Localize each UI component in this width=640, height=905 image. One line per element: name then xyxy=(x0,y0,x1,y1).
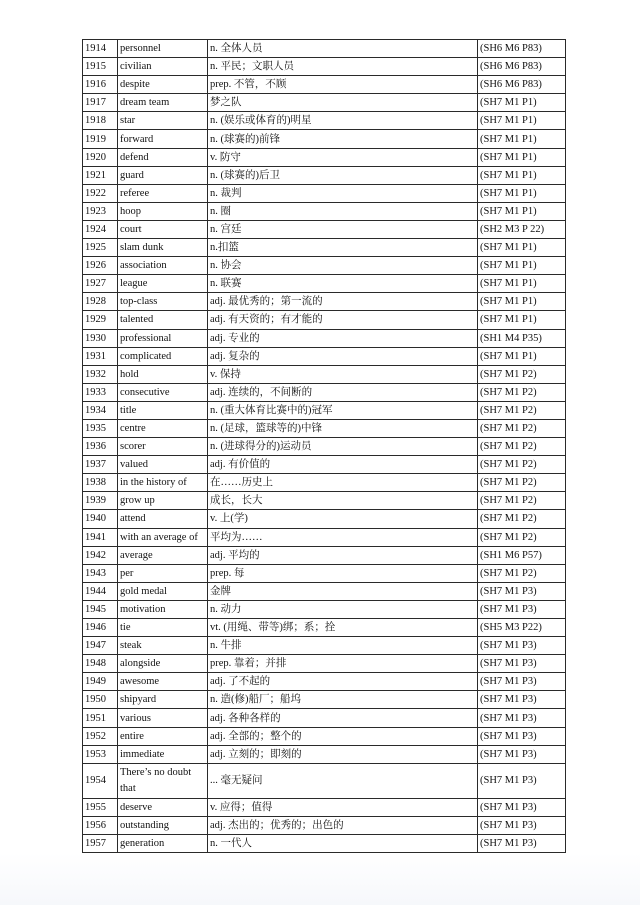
reference-cell: (SH7 M1 P2) xyxy=(478,528,566,546)
word-cell: forward xyxy=(118,130,208,148)
meaning-cell: n. (娱乐或体育的)明星 xyxy=(208,112,478,130)
entry-number-cell: 1916 xyxy=(83,76,118,94)
entry-number-cell: 1935 xyxy=(83,419,118,437)
meaning-cell: adj. 有天资的；有才能的 xyxy=(208,311,478,329)
table-row xyxy=(83,112,566,130)
word-cell: tie xyxy=(118,619,208,637)
entry-number-cell: 1923 xyxy=(83,202,118,220)
reference-cell: (SH2 M3 P 22) xyxy=(478,220,566,238)
reference-cell: (SH1 M6 P57) xyxy=(478,546,566,564)
table-row xyxy=(83,798,566,816)
table-row xyxy=(83,329,566,347)
meaning-cell: n. (足球，篮球等的)中锋 xyxy=(208,419,478,437)
table-row xyxy=(83,582,566,600)
reference-cell: (SH7 M1 P3) xyxy=(478,727,566,745)
entry-number-cell: 1955 xyxy=(83,798,118,816)
meaning-cell: n. (球赛的)前锋 xyxy=(208,130,478,148)
reference-cell: (SH7 M1 P1) xyxy=(478,239,566,257)
table-row xyxy=(83,347,566,365)
vocabulary-table xyxy=(82,39,566,853)
entry-number-cell: 1957 xyxy=(83,834,118,852)
meaning-cell: adj. 连续的，不间断的 xyxy=(208,383,478,401)
entry-number-cell: 1915 xyxy=(83,58,118,76)
word-cell: hold xyxy=(118,365,208,383)
reference-cell: (SH7 M1 P2) xyxy=(478,401,566,419)
entry-number-cell: 1930 xyxy=(83,329,118,347)
reference-cell: (SH7 M1 P2) xyxy=(478,474,566,492)
word-cell: There’s no doubt that xyxy=(118,763,208,798)
word-cell: slam dunk xyxy=(118,239,208,257)
word-cell: top-class xyxy=(118,293,208,311)
table-row xyxy=(83,546,566,564)
reference-cell: (SH6 M6 P83) xyxy=(478,58,566,76)
table-row xyxy=(83,438,566,456)
table-row xyxy=(83,727,566,745)
reference-cell: (SH5 M3 P22) xyxy=(478,619,566,637)
entry-number-cell: 1941 xyxy=(83,528,118,546)
table-row xyxy=(83,691,566,709)
word-cell: shipyard xyxy=(118,691,208,709)
word-cell: motivation xyxy=(118,600,208,618)
reference-cell: (SH7 M1 P3) xyxy=(478,834,566,852)
reference-cell: (SH7 M1 P3) xyxy=(478,637,566,655)
entry-number-cell: 1932 xyxy=(83,365,118,383)
entry-number-cell: 1953 xyxy=(83,745,118,763)
entry-number-cell: 1952 xyxy=(83,727,118,745)
word-cell: in the history of xyxy=(118,474,208,492)
reference-cell: (SH6 M6 P83) xyxy=(478,40,566,58)
table-row xyxy=(83,673,566,691)
meaning-cell: adj. 立刻的；即刻的 xyxy=(208,745,478,763)
reference-cell: (SH7 M1 P3) xyxy=(478,763,566,798)
table-row xyxy=(83,474,566,492)
word-cell: valued xyxy=(118,456,208,474)
meaning-cell: n. 协会 xyxy=(208,257,478,275)
table-row xyxy=(83,184,566,202)
table-row xyxy=(83,401,566,419)
meaning-cell: adj. 平均的 xyxy=(208,546,478,564)
reference-cell: (SH7 M1 P1) xyxy=(478,148,566,166)
meaning-cell: vt. (用绳、带等)绑；系；拴 xyxy=(208,619,478,637)
reference-cell: (SH7 M1 P2) xyxy=(478,510,566,528)
meaning-cell: ... 毫无疑问 xyxy=(208,763,478,798)
meaning-cell: n. 一代人 xyxy=(208,834,478,852)
entry-number-cell: 1940 xyxy=(83,510,118,528)
entry-number-cell: 1926 xyxy=(83,257,118,275)
table-row xyxy=(83,528,566,546)
reference-cell: (SH7 M1 P2) xyxy=(478,438,566,456)
table-row xyxy=(83,419,566,437)
table-row xyxy=(83,166,566,184)
word-cell: entire xyxy=(118,727,208,745)
reference-cell: (SH7 M1 P1) xyxy=(478,166,566,184)
table-row xyxy=(83,275,566,293)
meaning-cell: prep. 每 xyxy=(208,564,478,582)
table-row xyxy=(83,619,566,637)
table-row xyxy=(83,510,566,528)
table-row xyxy=(83,637,566,655)
entry-number-cell: 1950 xyxy=(83,691,118,709)
reference-cell: (SH7 M1 P1) xyxy=(478,112,566,130)
reference-cell: (SH7 M1 P2) xyxy=(478,383,566,401)
reference-cell: (SH6 M6 P83) xyxy=(478,76,566,94)
reference-cell: (SH7 M1 P3) xyxy=(478,691,566,709)
entry-number-cell: 1939 xyxy=(83,492,118,510)
entry-number-cell: 1922 xyxy=(83,184,118,202)
entry-number-cell: 1938 xyxy=(83,474,118,492)
word-cell: deserve xyxy=(118,798,208,816)
entry-number-cell: 1949 xyxy=(83,673,118,691)
entry-number-cell: 1942 xyxy=(83,546,118,564)
table-row xyxy=(83,58,566,76)
entry-number-cell: 1943 xyxy=(83,564,118,582)
entry-number-cell: 1920 xyxy=(83,148,118,166)
reference-cell: (SH7 M1 P2) xyxy=(478,456,566,474)
entry-number-cell: 1956 xyxy=(83,816,118,834)
meaning-cell: n. (重大体育比赛中的)冠军 xyxy=(208,401,478,419)
table-row xyxy=(83,94,566,112)
reference-cell: (SH7 M1 P3) xyxy=(478,816,566,834)
word-cell: complicated xyxy=(118,347,208,365)
table-row xyxy=(83,40,566,58)
vocabulary-page xyxy=(82,39,566,853)
meaning-cell: n. (进球得分的)运动员 xyxy=(208,438,478,456)
meaning-cell: n. 平民；文职人员 xyxy=(208,58,478,76)
entry-number-cell: 1931 xyxy=(83,347,118,365)
table-row xyxy=(83,763,566,798)
word-cell: despite xyxy=(118,76,208,94)
word-cell: steak xyxy=(118,637,208,655)
entry-number-cell: 1928 xyxy=(83,293,118,311)
meaning-cell: v. 保持 xyxy=(208,365,478,383)
table-row xyxy=(83,130,566,148)
table-row xyxy=(83,220,566,238)
reference-cell: (SH7 M1 P1) xyxy=(478,257,566,275)
meaning-cell: adj. 最优秀的；第一流的 xyxy=(208,293,478,311)
meaning-cell: 金牌 xyxy=(208,582,478,600)
reference-cell: (SH7 M1 P2) xyxy=(478,492,566,510)
word-cell: awesome xyxy=(118,673,208,691)
meaning-cell: prep. 不管，不顾 xyxy=(208,76,478,94)
meaning-cell: n. 联赛 xyxy=(208,275,478,293)
table-row xyxy=(83,492,566,510)
reference-cell: (SH7 M1 P3) xyxy=(478,798,566,816)
reference-cell: (SH7 M1 P3) xyxy=(478,709,566,727)
word-cell: average xyxy=(118,546,208,564)
table-row xyxy=(83,311,566,329)
word-cell: referee xyxy=(118,184,208,202)
reference-cell: (SH7 M1 P3) xyxy=(478,600,566,618)
meaning-cell: adj. 复杂的 xyxy=(208,347,478,365)
word-cell: grow up xyxy=(118,492,208,510)
entry-number-cell: 1921 xyxy=(83,166,118,184)
table-row xyxy=(83,745,566,763)
meaning-cell: adj. 专业的 xyxy=(208,329,478,347)
reference-cell: (SH7 M1 P1) xyxy=(478,275,566,293)
word-cell: dream team xyxy=(118,94,208,112)
entry-number-cell: 1917 xyxy=(83,94,118,112)
entry-number-cell: 1944 xyxy=(83,582,118,600)
entry-number-cell: 1954 xyxy=(83,763,118,798)
table-row xyxy=(83,383,566,401)
reference-cell: (SH7 M1 P1) xyxy=(478,130,566,148)
reference-cell: (SH7 M1 P1) xyxy=(478,293,566,311)
reference-cell: (SH7 M1 P3) xyxy=(478,745,566,763)
word-cell: hoop xyxy=(118,202,208,220)
reference-cell: (SH7 M1 P1) xyxy=(478,94,566,112)
meaning-cell: n. 全体人员 xyxy=(208,40,478,58)
word-cell: generation xyxy=(118,834,208,852)
word-cell: civilian xyxy=(118,58,208,76)
entry-number-cell: 1946 xyxy=(83,619,118,637)
table-row xyxy=(83,816,566,834)
word-cell: star xyxy=(118,112,208,130)
word-cell: title xyxy=(118,401,208,419)
vocabulary-table-body xyxy=(83,40,566,853)
reference-cell: (SH7 M1 P3) xyxy=(478,655,566,673)
entry-number-cell: 1951 xyxy=(83,709,118,727)
entry-number-cell: 1936 xyxy=(83,438,118,456)
reference-cell: (SH7 M1 P2) xyxy=(478,564,566,582)
table-row xyxy=(83,456,566,474)
entry-number-cell: 1914 xyxy=(83,40,118,58)
reference-cell: (SH7 M1 P2) xyxy=(478,365,566,383)
table-row xyxy=(83,202,566,220)
table-row xyxy=(83,239,566,257)
entry-number-cell: 1918 xyxy=(83,112,118,130)
meaning-cell: v. 防守 xyxy=(208,148,478,166)
reference-cell: (SH7 M1 P2) xyxy=(478,419,566,437)
reference-cell: (SH1 M4 P35) xyxy=(478,329,566,347)
word-cell: outstanding xyxy=(118,816,208,834)
meaning-cell: prep. 靠着；并排 xyxy=(208,655,478,673)
meaning-cell: 在……历史上 xyxy=(208,474,478,492)
word-cell: immediate xyxy=(118,745,208,763)
entry-number-cell: 1929 xyxy=(83,311,118,329)
meaning-cell: n. 造(修)船厂；船坞 xyxy=(208,691,478,709)
meaning-cell: adj. 各种各样的 xyxy=(208,709,478,727)
table-row xyxy=(83,709,566,727)
word-cell: centre xyxy=(118,419,208,437)
meaning-cell: adj. 全部的；整个的 xyxy=(208,727,478,745)
word-cell: talented xyxy=(118,311,208,329)
entry-number-cell: 1937 xyxy=(83,456,118,474)
entry-number-cell: 1919 xyxy=(83,130,118,148)
page-bottom-margin xyxy=(0,853,640,905)
meaning-cell: 平均为…… xyxy=(208,528,478,546)
meaning-cell: 成长，长大 xyxy=(208,492,478,510)
reference-cell: (SH7 M1 P1) xyxy=(478,311,566,329)
word-cell: alongside xyxy=(118,655,208,673)
word-cell: personnel xyxy=(118,40,208,58)
meaning-cell: n. (球赛的)后卫 xyxy=(208,166,478,184)
meaning-cell: adj. 有价值的 xyxy=(208,456,478,474)
entry-number-cell: 1947 xyxy=(83,637,118,655)
meaning-cell: v. 上(学) xyxy=(208,510,478,528)
table-row xyxy=(83,365,566,383)
meaning-cell: n. 宫廷 xyxy=(208,220,478,238)
meaning-cell: adj. 杰出的；优秀的；出色的 xyxy=(208,816,478,834)
reference-cell: (SH7 M1 P1) xyxy=(478,347,566,365)
word-cell: defend xyxy=(118,148,208,166)
entry-number-cell: 1924 xyxy=(83,220,118,238)
reference-cell: (SH7 M1 P3) xyxy=(478,673,566,691)
table-row xyxy=(83,655,566,673)
meaning-cell: n. 圈 xyxy=(208,202,478,220)
entry-number-cell: 1934 xyxy=(83,401,118,419)
word-cell: court xyxy=(118,220,208,238)
entry-number-cell: 1927 xyxy=(83,275,118,293)
table-row xyxy=(83,148,566,166)
word-cell: various xyxy=(118,709,208,727)
word-cell: league xyxy=(118,275,208,293)
table-row xyxy=(83,564,566,582)
table-row xyxy=(83,257,566,275)
word-cell: consecutive xyxy=(118,383,208,401)
meaning-cell: adj. 了不起的 xyxy=(208,673,478,691)
table-row xyxy=(83,600,566,618)
word-cell: per xyxy=(118,564,208,582)
word-cell: guard xyxy=(118,166,208,184)
word-cell: professional xyxy=(118,329,208,347)
entry-number-cell: 1945 xyxy=(83,600,118,618)
meaning-cell: v. 应得；值得 xyxy=(208,798,478,816)
meaning-cell: n. 动力 xyxy=(208,600,478,618)
meaning-cell: n. 裁判 xyxy=(208,184,478,202)
meaning-cell: 梦之队 xyxy=(208,94,478,112)
table-row xyxy=(83,293,566,311)
word-cell: scorer xyxy=(118,438,208,456)
meaning-cell: n. 牛排 xyxy=(208,637,478,655)
word-cell: gold medal xyxy=(118,582,208,600)
reference-cell: (SH7 M1 P1) xyxy=(478,184,566,202)
meaning-cell: n.扣篮 xyxy=(208,239,478,257)
reference-cell: (SH7 M1 P3) xyxy=(478,582,566,600)
table-row xyxy=(83,76,566,94)
entry-number-cell: 1948 xyxy=(83,655,118,673)
entry-number-cell: 1925 xyxy=(83,239,118,257)
word-cell: with an average of xyxy=(118,528,208,546)
reference-cell: (SH7 M1 P1) xyxy=(478,202,566,220)
word-cell: attend xyxy=(118,510,208,528)
table-row xyxy=(83,834,566,852)
entry-number-cell: 1933 xyxy=(83,383,118,401)
word-cell: association xyxy=(118,257,208,275)
